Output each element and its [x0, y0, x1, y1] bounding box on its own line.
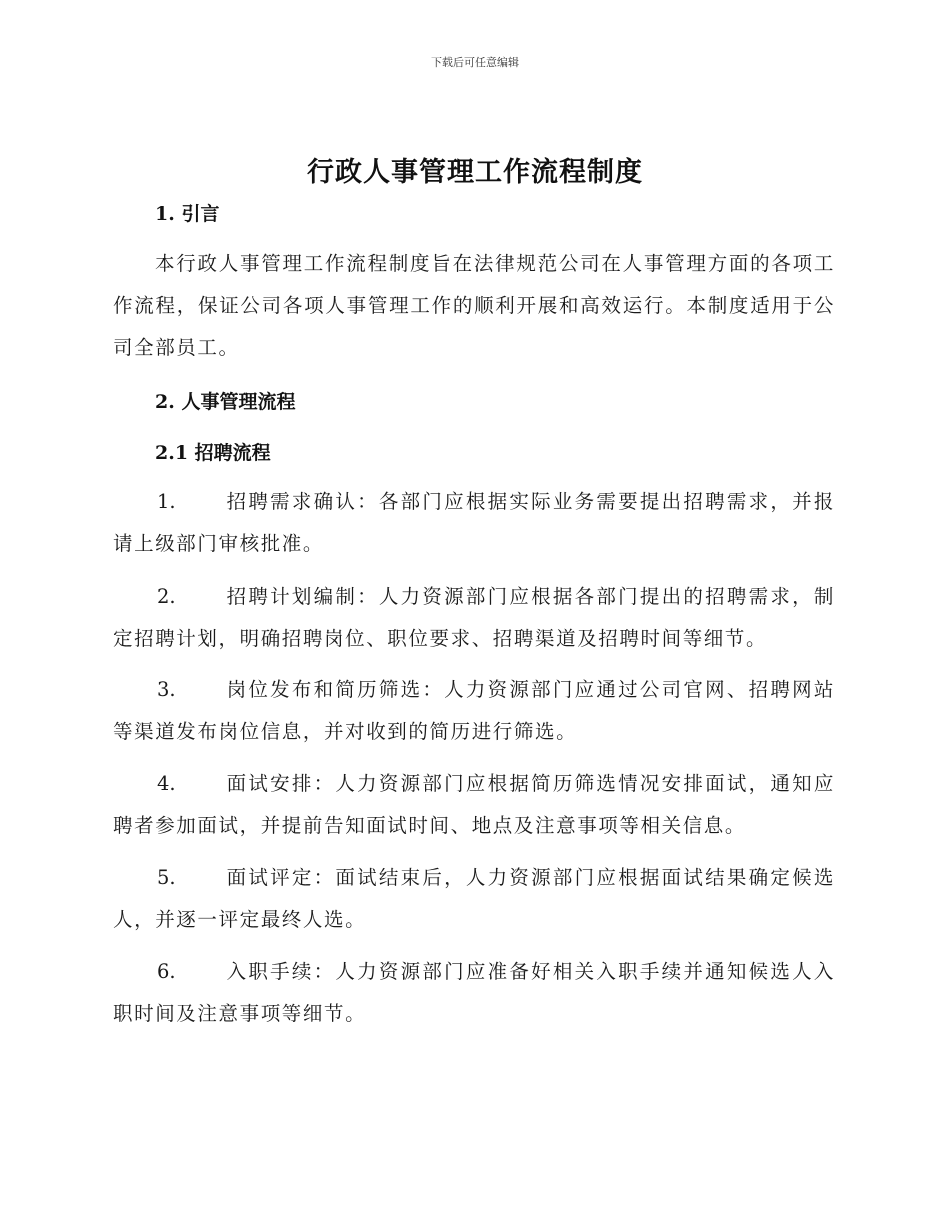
header-note: 下载后可任意编辑	[431, 56, 519, 69]
list-item-number: 6.	[157, 960, 176, 983]
list-item-text: 入职手续：人力资源部门应准备好相关入职手续并通知候选人入职时间及注意事项等细节。	[113, 960, 835, 1025]
list-item	[113, 951, 835, 1035]
intro-paragraph: 本行政人事管理工作流程制度旨在法律规范公司在人事管理方面的各项工作流程，保证公司各项人事管理工作的顺利开展和高效运行。本制度适用于公司全部员工。	[113, 252, 835, 359]
list-item	[113, 857, 835, 941]
list-item-number: 4.	[157, 772, 176, 795]
list-item	[113, 669, 835, 753]
list-item-text: 招聘需求确认：各部门应根据实际业务需要提出招聘需求，并报请上级部门审核批准。	[113, 490, 835, 555]
list-item-number: 5.	[157, 866, 176, 889]
list-item-text: 面试评定：面试结束后，人力资源部门应根据面试结果确定候选人，并逐一评定最终人选。	[113, 866, 835, 931]
subsection-heading-recruitment: 2.1 招聘流程	[155, 442, 271, 464]
section-heading-hr-process: 2. 人事管理流程	[155, 391, 296, 413]
list-item-text: 岗位发布和简历筛选：人力资源部门应通过公司官网、招聘网站等渠道发布岗位信息，并对收到的简历进行筛选。	[113, 678, 835, 743]
list-item-number: 1.	[157, 490, 176, 513]
list-item-number: 3.	[157, 678, 176, 701]
document-title: 行政人事管理工作流程制度	[307, 157, 643, 188]
list-item	[113, 481, 835, 565]
list-item-number: 2.	[157, 585, 176, 608]
list-item-text: 面试安排：人力资源部门应根据简历筛选情况安排面试，通知应聘者参加面试，并提前告知面试时间、地点及注意事项等相关信息。	[113, 772, 835, 837]
list-item-text: 招聘计划编制：人力资源部门应根据各部门提出的招聘需求，制定招聘计划，明确招聘岗位、职位要求、招聘渠道及招聘时间等细节。	[113, 585, 835, 650]
list-item	[113, 576, 835, 660]
section-heading-intro: 1. 引言	[155, 203, 220, 225]
list-item	[113, 763, 835, 847]
